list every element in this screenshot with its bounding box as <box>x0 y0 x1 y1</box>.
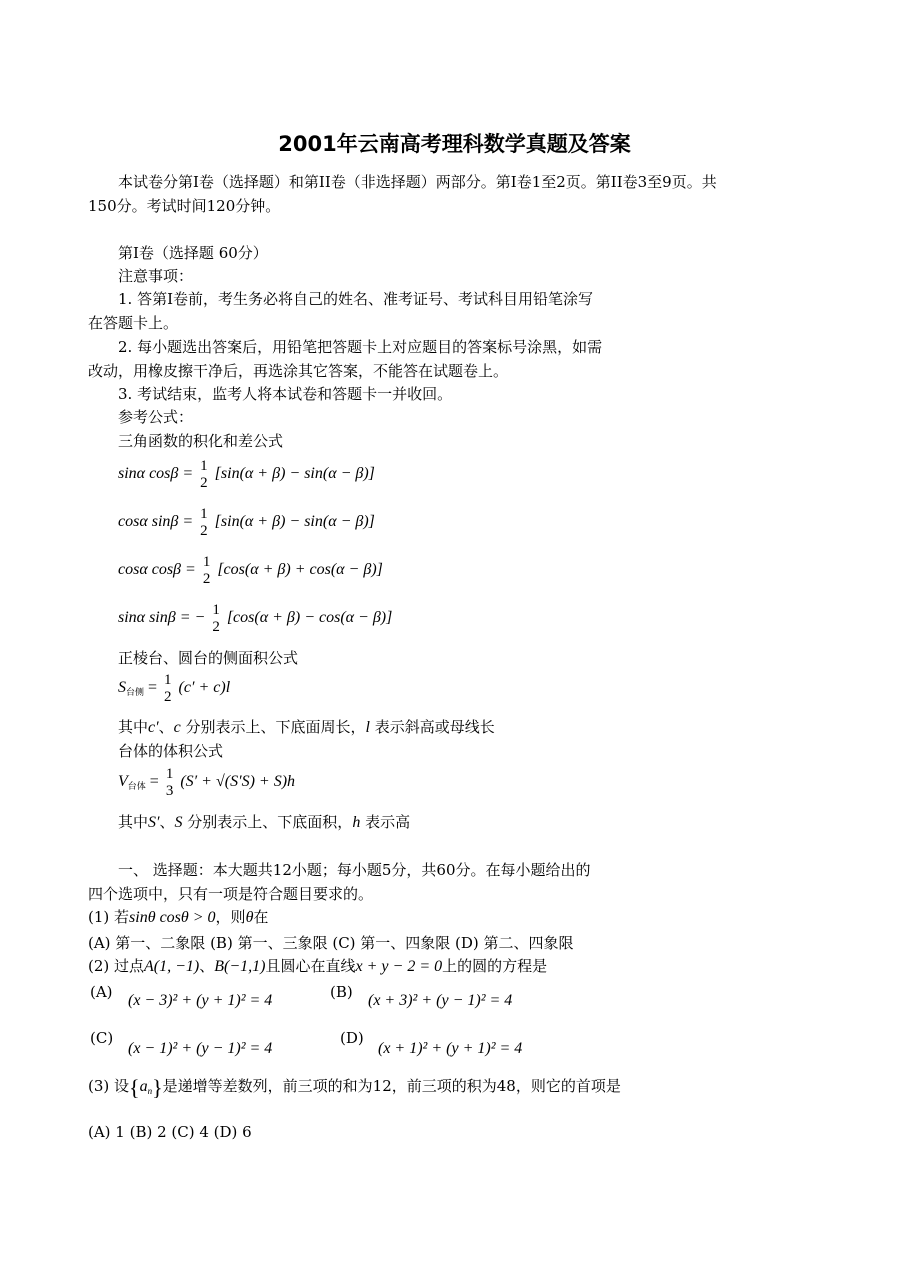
option-a-label: (A) <box>90 983 113 1001</box>
note-suffix: 表示高 <box>360 813 411 831</box>
formula-4-rhs: [cos(α + β) − cos(α − β)] <box>226 609 393 627</box>
left-brace: { <box>129 1075 140 1100</box>
question-2-mid: 且圆心在直线 <box>265 957 356 975</box>
lateral-area-fraction <box>164 672 172 705</box>
sequence-symbol: a <box>139 1078 148 1095</box>
notice-2b: 改动，用橡皮擦干净后，再选涂其它答案，不能答在试题卷上。 <box>88 362 509 380</box>
notice-label: 注意事项： <box>118 267 194 285</box>
volume-symbol: V <box>118 773 128 791</box>
formula-3-lhs: cosα cosβ = <box>118 561 196 579</box>
fraction-denominator: 3 <box>165 783 174 799</box>
volume-formula <box>118 766 295 799</box>
lateral-area-subscript: 台侧 <box>126 687 145 698</box>
formula-3-rhs: [cos(α + β) + cos(α − β)] <box>217 561 383 579</box>
trig-label: 三角函数的积化和差公式 <box>118 432 284 450</box>
fraction-numerator: 1 <box>200 506 208 522</box>
note-prefix: 其中 <box>118 718 149 736</box>
option-a-equation: (x − 3)² + (y + 1)² = 4 <box>128 992 273 1009</box>
symbol-h: h <box>352 814 361 831</box>
part1-line-1: 一、 选择题：本大题共12小题；每小题5分，共60分。在每小题给出的 <box>118 861 591 879</box>
option-d-equation: (x + 1)² + (y + 1)² = 4 <box>378 1040 523 1057</box>
fraction-denominator: 2 <box>200 523 208 539</box>
option-b-equation: (x + 3)² + (y − 1)² = 4 <box>368 992 513 1009</box>
note-middle: 分别表示上、下底面周长， <box>180 718 366 736</box>
fraction-numerator: 1 <box>202 554 211 570</box>
formula-1-lhs: sinα cosβ = <box>118 465 194 483</box>
symbol-theta: θ <box>245 909 254 926</box>
question-1-tail-a: ，则 <box>215 908 246 926</box>
separator: 、 <box>159 813 175 831</box>
symbol-l: l <box>365 719 370 736</box>
separator: 、 <box>199 957 215 975</box>
volume-subscript: 台体 <box>127 781 146 792</box>
question-2-tail: 上的圆的方程是 <box>442 957 548 975</box>
lateral-area-note <box>118 717 495 738</box>
formula-4-lhs: sinα sinβ = − <box>118 609 206 627</box>
line-equation: x + y − 2 = 0 <box>355 958 443 975</box>
formula-4-fraction <box>212 602 220 635</box>
equals-sign: = <box>148 679 158 697</box>
question-1-tail-b: 在 <box>253 908 269 926</box>
question-2-label: (2) 过点 <box>88 957 145 975</box>
note-suffix: 表示斜高或母线长 <box>369 718 495 736</box>
formula-4 <box>118 602 392 635</box>
part1-line-2: 四个选项中，只有一项是符合题目要求的。 <box>88 885 374 903</box>
reference-label: 参考公式： <box>118 408 194 426</box>
lateral-area-rhs: (c′ + c)l <box>178 679 231 697</box>
point-b: B(−1,1) <box>214 958 266 975</box>
fraction-numerator: 1 <box>165 766 174 782</box>
option-c-equation: (x − 1)² + (y − 1)² = 4 <box>128 1040 273 1057</box>
question-1-math: sinθ cosθ > 0 <box>129 909 216 926</box>
question-3-text: 是递增等差数列，前三项的和为12，前三项的积为48，则它的首项是 <box>162 1077 621 1095</box>
formula-2-fraction <box>200 506 208 539</box>
right-brace: } <box>152 1075 163 1100</box>
question-2 <box>88 956 547 977</box>
lateral-area-formula <box>118 672 230 705</box>
question-3 <box>88 1076 621 1101</box>
point-a: A(1, −1) <box>144 958 200 975</box>
lateral-area-symbol: S <box>118 679 126 697</box>
notice-2a: 2. 每小题选出答案后，用铅笔把答题卡上对应题目的答案标号涂黑，如需 <box>118 338 603 356</box>
separator: 、 <box>158 718 174 736</box>
fraction-numerator: 1 <box>212 602 220 618</box>
note-middle: 分别表示上、下底面积， <box>182 813 353 831</box>
notice-1b: 在答题卡上。 <box>88 314 179 332</box>
equals-sign: = <box>149 773 159 791</box>
question-1-label: (1) 若 <box>88 908 130 926</box>
volume-fraction <box>166 766 174 799</box>
lateral-area-label: 正棱台、圆台的侧面积公式 <box>118 649 299 667</box>
fraction-numerator: 1 <box>200 458 208 474</box>
fraction-denominator: 2 <box>200 475 208 491</box>
fraction-numerator: 1 <box>164 672 172 688</box>
fraction-denominator: 2 <box>212 619 220 635</box>
question-1-options: (A) 第一、二象限 (B) 第一、三象限 (C) 第一、四象限 (D) 第二、四象限 <box>88 934 574 952</box>
formula-2 <box>118 506 375 539</box>
page-title: 2001年云南高考理科数学真题及答案 <box>278 132 631 156</box>
section1-heading: 第Ⅰ卷（选择题 60分） <box>118 244 268 262</box>
notice-1a: 1. 答第Ⅰ卷前，考生务必将自己的姓名、准考证号、考试科目用铅笔涂写 <box>118 290 594 308</box>
symbol-s: S <box>174 814 183 831</box>
formula-1-rhs: [sin(α + β) − sin(α − β)] <box>214 465 375 483</box>
question-3-label: (3) 设 <box>88 1077 130 1095</box>
fraction-denominator: 2 <box>202 571 211 587</box>
question-3-options: (A) 1 (B) 2 (C) 4 (D) 6 <box>88 1123 252 1141</box>
volume-label: 台体的体积公式 <box>118 742 224 760</box>
symbol-c-prime: c′ <box>148 719 159 736</box>
volume-note <box>118 812 410 833</box>
symbol-s-prime: S′ <box>148 814 160 831</box>
formula-1-fraction <box>200 458 208 491</box>
option-b-label: (B) <box>330 983 353 1001</box>
sequence-subscript: n <box>147 1086 153 1096</box>
formula-2-rhs: [sin(α + β) − sin(α − β)] <box>214 513 375 531</box>
intro-line-1: 本试卷分第Ⅰ卷（选择题）和第II卷（非选择题）两部分。第Ⅰ卷1至2页。第II卷3至9页。共 <box>118 173 717 191</box>
volume-rhs: (S′ + √(S′S) + S)h <box>180 773 296 791</box>
formula-3-fraction <box>203 554 211 587</box>
formula-3 <box>118 554 383 587</box>
fraction-denominator: 2 <box>164 689 172 705</box>
formula-2-lhs: cosα sinβ = <box>118 513 194 531</box>
question-1 <box>88 907 268 928</box>
symbol-c: c <box>173 719 181 736</box>
intro-line-2: 150分。考试时间120分钟。 <box>88 197 281 215</box>
option-d-label: (D) <box>340 1029 364 1047</box>
formula-1 <box>118 458 375 491</box>
note-prefix: 其中 <box>118 813 149 831</box>
notice-3: 3. 考试结束，监考人将本试卷和答题卡一并收回。 <box>118 385 453 403</box>
option-c-label: (C) <box>90 1029 114 1047</box>
